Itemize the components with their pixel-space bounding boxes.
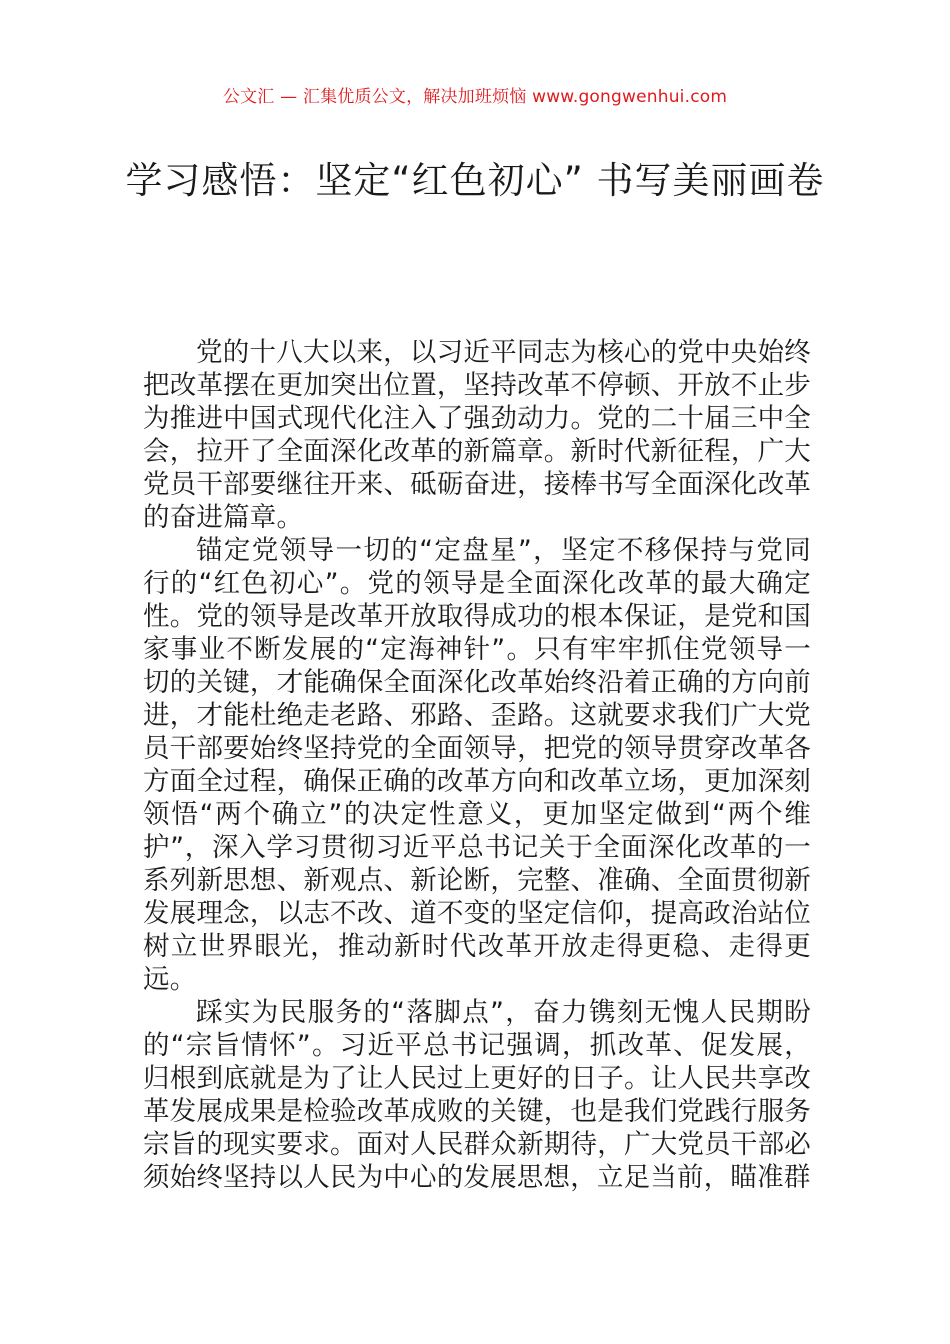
document-body [143,336,811,1194]
body-paragraph: 党的十八大以来，以习近平同志为核心的党中央始终把改革摆在更加突出位置，坚持改革不停顿、开放不止步为推进中国式现代化注入了强劲动力。党的二十届三中全会，拉开了全面深化改革的新篇章。新时代新征程，广大党员干部要继往开来、砥砺奋进，接棒书写全面深化改革的奋进篇章。 [143,337,811,533]
document-title: 学习感悟：坚定“红色初心” 书写美丽画卷 [125,159,825,202]
body-paragraph: 锚定党领导一切的“定盘星”，坚定不移保持与党同行的“红色初心”。党的领导是全面深化改革的最大确定性。党的领导是改革开放取得成功的根本保证，是党和国家事业不断发展的“定海神针”。只有牢牢抓住党领导一切的关键，才能确保全面深化改革始终沿着正确的方向前进，才能杜绝走老路、邪路、歪路。这就要求我们广大党员干部要始终坚持党的全面领导，把党的领导贯穿改革各方面全过程，确保正确的改革方向和改革立场，更加深刻领悟“两个确立”的决定性意义，更加坚定做到“两个维护”，深入学习贯彻习近平总书记关于全面深化改革的一系列新思想、新观点、新论断，完整、准确、全面贯彻新发展理念，以志不改、道不变的坚定信仰，提高政治站位树立世界眼光，推动新时代改革开放走得更稳、走得更远。 [143,535,811,995]
header-banner: 公文汇 — 汇集优质公文，解决加班烦恼 www.gongwenhui.com [222,87,728,107]
body-paragraph: 踩实为民服务的“落脚点”，奋力镌刻无愧人民期盼的“宗旨情怀”。习近平总书记强调，抓改革、促发展，归根到底就是为了让人民过上更好的日子。让人民共享改革发展成果是检验改革成败的关键，也是我们党践行服务宗旨的现实要求。面对人民群众新期待，广大党员干部必须始终坚持以人民为中心的发展思想，立足当前，瞄准群 [143,997,811,1193]
